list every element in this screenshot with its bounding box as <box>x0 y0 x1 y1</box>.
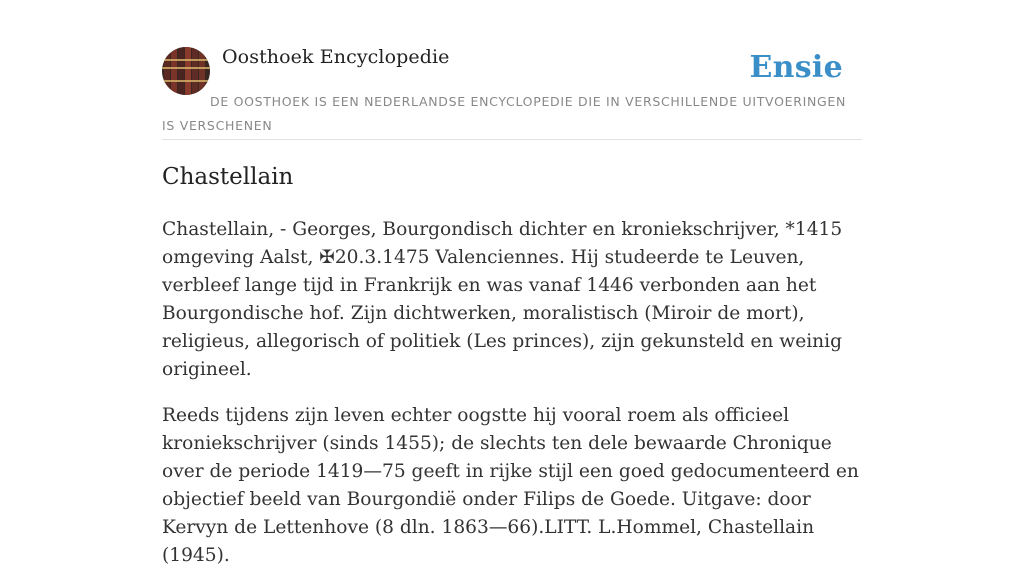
book-spines-icon[interactable] <box>162 47 210 95</box>
book-spine <box>192 47 198 95</box>
site-header <box>162 0 862 140</box>
book-spine <box>164 47 170 95</box>
spine-band <box>162 80 210 82</box>
article-title: Chastellain <box>162 164 294 190</box>
book-spine <box>178 47 184 95</box>
page <box>162 0 862 566</box>
site-name-link[interactable]: Oosthoek Encyclopedie <box>222 46 450 68</box>
article-body <box>162 216 867 588</box>
book-spine <box>185 47 191 95</box>
book-spine <box>171 47 177 95</box>
article-paragraph: Chastellain, - Georges, Bourgondisch dichter en kroniekschrijver, *1415 omgeving Aalst, ✠20.3.1475 Valenciennes. Hij studeerde te Leuven, verbleef lange tijd in Frankrijk en was vanaf 1446 verbonden aan het Bourgondische hof. Zijn dichtwerken, moralistisch (Miroir de mort), religieus, allegorisch of politiek (Les princes), zijn gekunsteld en weinig origineel. <box>162 219 843 380</box>
spine-band <box>162 67 210 69</box>
book-spine <box>199 47 205 95</box>
site-tagline: DE OOSTHOEK IS EEN NEDERLANDSE ENCYCLOPEDIE DIE IN VERSCHILLENDE UITVOERINGEN IS VERSCHENEN <box>162 94 847 133</box>
article-paragraph: Reeds tijdens zijn leven echter oogstte hij vooral roem als officieel kroniekschrijver (sinds 1455); de slechts ten dele bewaarde Chronique over de periode 1419—75 geeft in rijke stijl een goed gedocumenteerd en objectief beeld van Bourgondië onder Filips de Goede. Uitgave: door Kervyn de Lettenhove (8 dln. 1863—66).LITT. L.Hommel, Chastellain (1945). <box>162 405 859 566</box>
brand-logo-link[interactable]: Ensie <box>749 50 843 85</box>
spine-band <box>162 59 210 61</box>
